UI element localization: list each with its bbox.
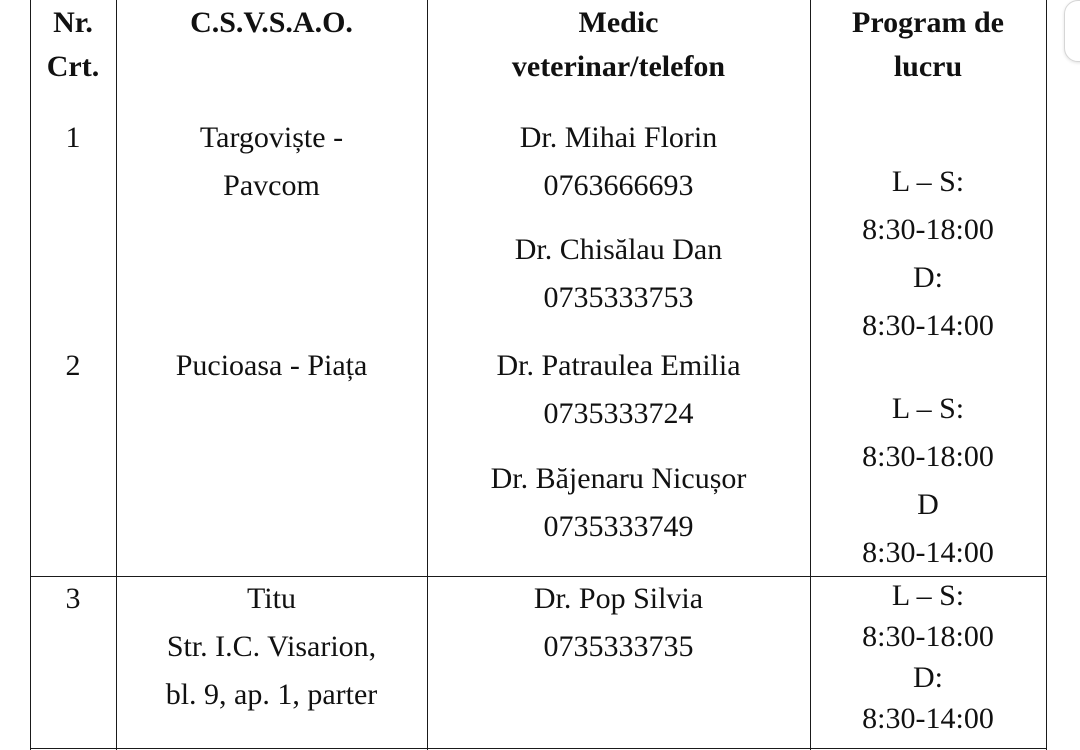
row1-doctor1 bbox=[427, 114, 810, 210]
row3-location-line3: bl. 9, ap. 1, parter bbox=[165, 678, 378, 711]
row3-nr bbox=[30, 575, 116, 623]
row2-schedule-sunday-hours: 8:30-14:00 bbox=[862, 536, 994, 569]
row2-nr-text: 2 bbox=[65, 349, 81, 382]
header-nr-line2: Crt. bbox=[46, 50, 100, 83]
header-nr-line1: Nr. bbox=[53, 6, 93, 39]
row1-doctor2-name: Dr. Chisălau Dan bbox=[514, 233, 723, 266]
header-csvsao-line1: C.S.V.S.A.O. bbox=[190, 6, 353, 39]
row1-schedule bbox=[810, 158, 1046, 350]
row3-doctor1-phone: 0735333735 bbox=[543, 630, 694, 663]
header-nr-crt bbox=[30, 1, 116, 89]
row2-schedule-weekday-label: L – S: bbox=[891, 392, 965, 425]
row1-doctor2-phone: 0735333753 bbox=[543, 281, 694, 314]
header-medic-line1: Medic bbox=[578, 6, 659, 39]
row1-doctor1-name: Dr. Mihai Florin bbox=[519, 121, 718, 154]
row1-doctor1-phone: 0763666693 bbox=[543, 169, 694, 202]
row1-schedule-weekday-label: L – S: bbox=[891, 165, 965, 198]
row1-schedule-sunday-hours: 8:30-14:00 bbox=[862, 309, 994, 342]
row1-nr bbox=[30, 114, 116, 162]
row1-location-line2: Pavcom bbox=[223, 169, 320, 202]
side-panel-handle[interactable] bbox=[1064, 0, 1080, 62]
row3-location bbox=[116, 575, 427, 719]
table-border-right bbox=[1046, 0, 1047, 750]
header-csvsao bbox=[116, 1, 427, 45]
row1-nr-text: 1 bbox=[65, 121, 81, 154]
row2-doctor1-name: Dr. Patraulea Emilia bbox=[496, 349, 741, 382]
row1-doctor2 bbox=[427, 226, 810, 322]
row2-doctor2 bbox=[427, 455, 810, 551]
row1-location bbox=[116, 114, 427, 210]
header-program-line2: lucru bbox=[893, 50, 963, 83]
row3-doctor1-name: Dr. Pop Silvia bbox=[533, 582, 704, 615]
row2-schedule-weekday-hours: 8:30-18:00 bbox=[862, 440, 994, 473]
row3-location-line1: Titu bbox=[247, 582, 296, 615]
row3-schedule-sunday-hours: 8:30-14:00 bbox=[862, 702, 994, 735]
row3-schedule bbox=[810, 575, 1046, 739]
row3-doctor1 bbox=[427, 575, 810, 671]
row2-doctor2-phone: 0735333749 bbox=[543, 510, 694, 543]
header-program-line1: Program de bbox=[852, 6, 1004, 39]
row3-nr-text: 3 bbox=[65, 582, 81, 615]
row2-nr bbox=[30, 342, 116, 390]
row1-location-line1: Targoviște - bbox=[199, 121, 344, 154]
row2-schedule bbox=[810, 385, 1046, 577]
row1-schedule-weekday-hours: 8:30-18:00 bbox=[862, 213, 994, 246]
table-border-bottom bbox=[30, 748, 1047, 749]
row3-location-line2: Str. I.C. Visarion, bbox=[166, 630, 377, 663]
row2-schedule-sunday-label: D bbox=[917, 488, 939, 521]
row2-doctor1 bbox=[427, 342, 810, 438]
row2-doctor2-name: Dr. Băjenaru Nicușor bbox=[490, 462, 747, 495]
row3-schedule-sunday-label: D: bbox=[913, 661, 943, 694]
row1-schedule-sunday-label: D: bbox=[913, 261, 943, 294]
row3-schedule-weekday-label: L – S: bbox=[891, 579, 965, 612]
row3-schedule-weekday-hours: 8:30-18:00 bbox=[862, 620, 994, 653]
header-medic-line2: veterinar/telefon bbox=[511, 50, 726, 83]
header-program bbox=[810, 1, 1046, 89]
header-medic bbox=[427, 1, 810, 89]
row2-location-line1: Pucioasa - Piața bbox=[175, 349, 368, 382]
row2-doctor1-phone: 0735333724 bbox=[543, 397, 694, 430]
row2-location bbox=[116, 342, 427, 390]
